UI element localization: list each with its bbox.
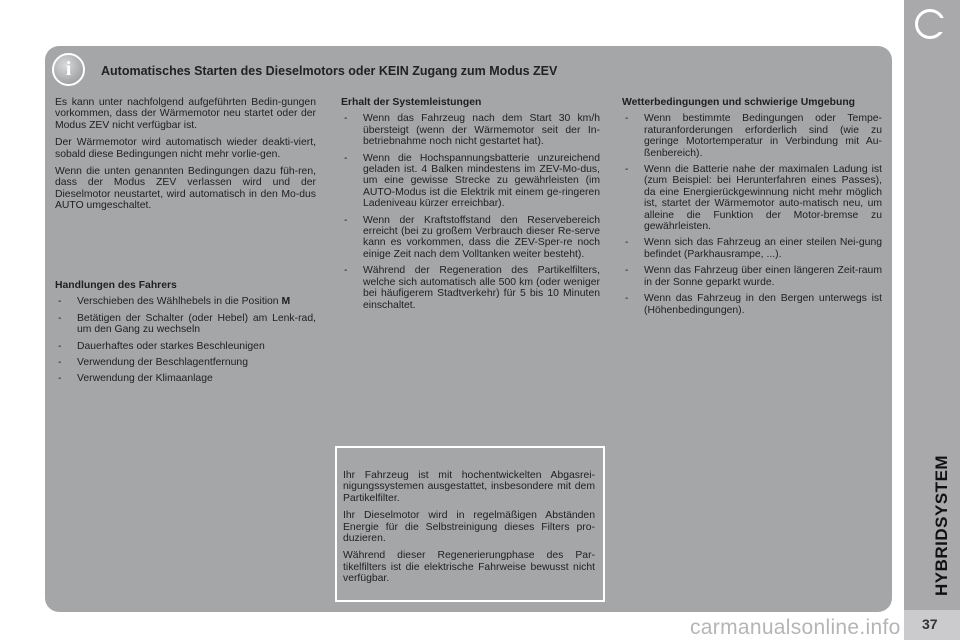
driver-actions-heading: Handlungen des Fahrers [55, 280, 177, 291]
panel-title: Automatisches Starten des Dieselmotors oder KEIN Zugang zum Modus ZEV [101, 64, 558, 78]
list-item-text: Verschieben des Wählhebels in die Position [77, 296, 282, 308]
list-item: - Wenn das Fahrzeug über einen längeren Zeit-raum in der Sonne geparkt wurde. [622, 265, 882, 288]
column-middle [341, 97, 600, 316]
list-item: - Betätigen der Schalter (oder Hebel) am Lenk-rad, um den Gang zu wechseln [55, 313, 316, 336]
intro-paragraph: Es kann unter nachfolgend aufgeführten Bedin-gungen vorkommen, dass der Wärmemotor neu startet oder der Modus ZEV nicht verfügbar ist. [55, 97, 316, 131]
list-item: - Verwendung der Klimaanlage [55, 373, 316, 384]
list-item: - Wenn die Hochspannungsbatterie unzureichend geladen ist. 4 Balken mindestens im ZEV-Mo-dus, um eine gewisse Strecke zu gewährleisten (im AUTO-Modus ist die Elektrik mit einem ge-ringeren Ladeniveau kürzer erreichbar). [341, 153, 600, 210]
list-item: - Wenn das Fahrzeug nach dem Start 30 km/h übersteigt (wenn der Wärmemotor seit der In-betriebnahme noch nicht gestartet hat). [341, 113, 600, 147]
gear-position-m: M [281, 296, 291, 308]
list-item: - Während der Regeneration des Partikelfilters, welche sich automatisch alle 500 km (oder weniger bei häufigerem Stadtverkehr) für 5 bis 10 Minuten einschaltet. [341, 265, 600, 311]
note-paragraph: Ihr Fahrzeug ist mit hochentwickelten Abgasrei-nigungssystemen ausgestattet, insbesondere mit dem Partikelfilter. [343, 470, 595, 504]
list-item [55, 296, 316, 307]
intro-paragraph: Wenn die unten genannten Bedingungen dazu füh-ren, dass der Modus ZEV verlassen wird und der Dieselmotor neustartet, wird automatisch in den Mo-dus AUTO umgeschaltet. [55, 166, 316, 212]
info-icon: i [52, 53, 85, 86]
intro-paragraph: Der Wärmemotor wird automatisch wieder deakti-viert, sobald diese Bedingungen nicht mehr vorlie-gen. [55, 137, 316, 160]
list-item: - Verwendung der Beschlagentfernung [55, 357, 316, 368]
watermark: carmanualsonline.info [690, 616, 901, 639]
weather-heading: Wetterbedingungen und schwierige Umgebung [622, 97, 856, 108]
system-performance-heading: Erhalt der Systemleistungen [341, 97, 482, 108]
list-item: - Wenn sich das Fahrzeug an einer steilen Nei-gung befindet (Parkhausrampe, ...). [622, 237, 882, 260]
circle-logo-icon [915, 9, 945, 39]
note-paragraph: Während dieser Regenerierungphase des Par-tikelfilters ist die elektrische Fahrweise bewusst nicht verfügbar. [343, 550, 595, 585]
driver-actions [55, 280, 316, 390]
list-item: - Dauerhaftes oder starkes Beschleunigen [55, 341, 316, 352]
list-item: - Wenn bestimmte Bedingungen oder Tempe-raturanforderungen erforderlich sind (wie zu geringe Motortemperatur in Verbindung mit Au-ßenbereich). [622, 113, 882, 159]
particle-filter-note [335, 446, 605, 602]
column-right [622, 97, 882, 321]
list-item: - Wenn der Kraftstoffstand den Reservebereich erreicht (bei zu großem Verbrauch dieser Re-serve kann es vorkommen, dass die ZEV-Sper-re noch einige Zeit nach dem Volltanken weiter besteht). [341, 215, 600, 261]
note-paragraph: Ihr Dieselmotor wird in regelmäßigen Abständen Energie für die Selbstreinigung dieses Filters pro-duzieren. [343, 510, 595, 545]
section-title: HYBRIDSYSTEM [932, 454, 951, 596]
page-number: 37 [922, 616, 938, 632]
list-item: - Wenn die Batterie nahe der maximalen Ladung ist (zum Beispiel: bei Herunterfahren eines Passes), da eine Energierückgewinnung nicht mehr möglich ist, startet der Wärmemotor auto-matisch neu, um alleine die Funktion der Motor-bremse zu gewährleisten. [622, 164, 882, 232]
column-left [55, 97, 316, 218]
list-item: - Wenn das Fahrzeug in den Bergen unterwegs ist (Höhenbedingungen). [622, 293, 882, 316]
